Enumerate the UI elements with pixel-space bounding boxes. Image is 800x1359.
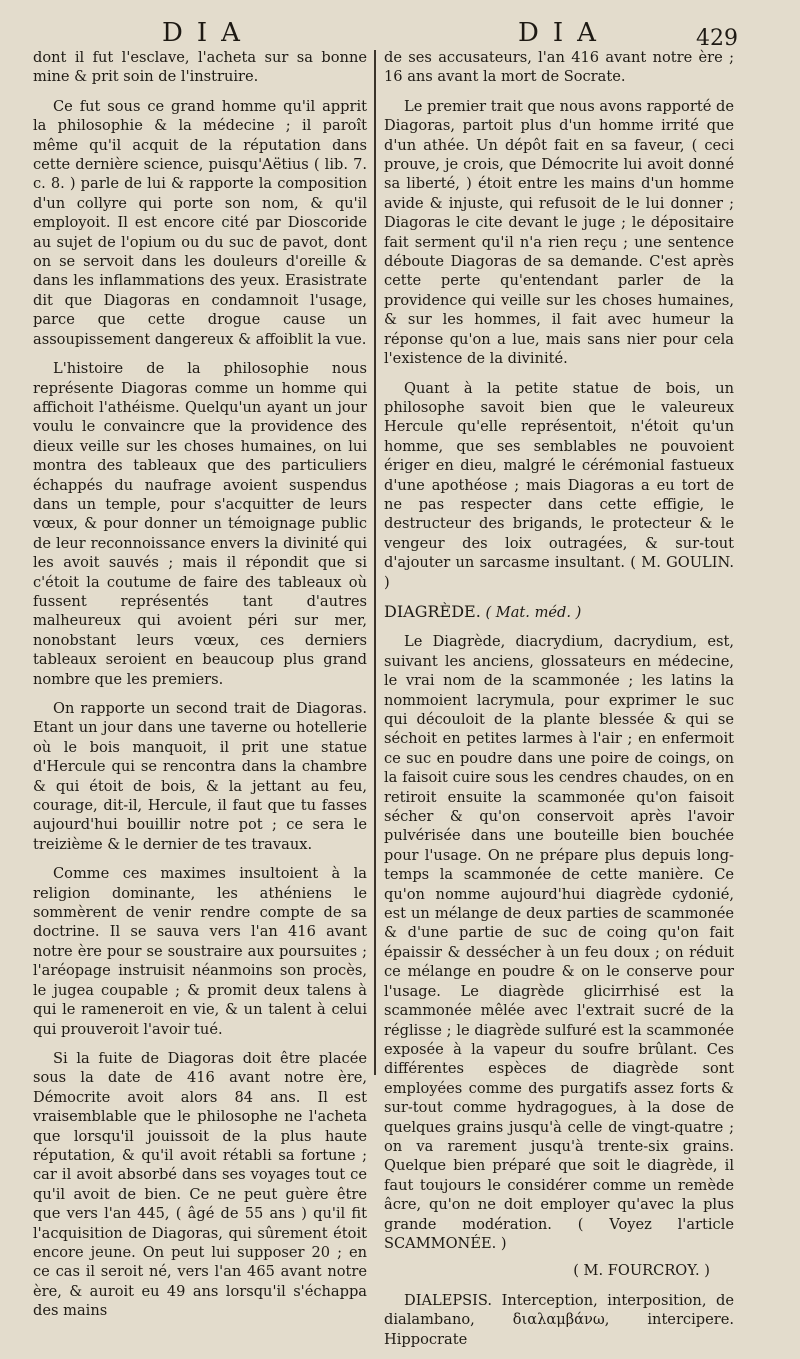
entry-body: DIALEPSIS. Interception, interposition, de dialambano, διαλαμβάνω, intercipere. Hippocrate: [384, 1291, 734, 1348]
entry-title: DIAGRÈDE.: [384, 601, 481, 621]
entry-domain: ( Mat. méd. ): [485, 603, 582, 621]
paragraph: de ses accusateurs, l'an 416 avant notre ère ; 16 ans avant la mort de Socrate.: [384, 49, 734, 86]
right-column: [384, 48, 734, 1359]
paragraph: Si la fuite de Diagoras doit être placée sous la date de 416 avant notre ère, Démocrite avoit alors 84 ans. Il est vraisemblable que le philosophe ne l'acheta que lorsqu'il jouissoit de la plus haute réputation, & qu'il avoit rétabli sa fortune ; car il avoit absorbé dans ses voyages tout ce qu'il avoit de bien. Ce ne peut guère être que vers l'an 445, ( âgé de 55 ans ) qu'il fit l'acquisition de Diagoras, qui sûrement étoit encore jeune. On peut lui supposer 20 ; en ce cas il seroit né, vers l'an 465 avant notre ère, & auroit eu 49 ans lorsqu'il s'échappa des mains: [33, 1049, 367, 1320]
entry-heading: [384, 602, 734, 622]
paragraph: Le premier trait que nous avons rapporté de Diagoras, partoit plus d'un homme irrité que d'un athée. Un dépôt fait en sa faveur, ( ceci prouve, je crois, que Démocrite lui avoit donné sa liberté, ) étoit entre les mains d'un homme avide & injuste, qui refusoit de le lui donner ; Diagoras le cite devant le juge ; le dépositaire fait serment qu'il n'a rien reçu ; une sentence déboute Diagoras de sa demande. C'est après cette perte qu'entendant parler de la providence qui veille sur les choses humaines, & sur les hommes, il fait avec humeur la réponse qu'on a lue, mais sans nier pour cela l'existence de la divinité.: [384, 97, 734, 368]
page-number: 429: [696, 26, 738, 51]
column-divider: [374, 50, 376, 1075]
paragraph: L'histoire de la philosophie nous représente Diagoras comme un homme qui affichoit l'athéisme. Quelqu'un ayant un jour voulu le convaincre que la providence des dieux veille sur les choses humaines, on lui montra des tableaux que des particuliers échappés du naufrage avoient suspendus dans un temple, pour s'acquitter de leurs vœux, & pour donner un témoignage public de leur reconnoissance envers la divinité qui les avoit sauvés ; mais il répondit que si c'étoit la coutume de faire des tableaux où fussent représentés tant d'autres malheureux qui avoient péri sur mer, nonobstant leurs vœux, ces derniers tableaux seroient en beaucoup plus grand nombre que les premiers.: [33, 360, 367, 688]
running-head-right: DIA: [518, 18, 610, 48]
left-column: [33, 48, 367, 1331]
paragraph: Quant à la petite statue de bois, un philosophe savoit bien que le valeureux Hercule qu'elle représentoit, n'étoit qu'un homme, que ses semblables ne pouvoient ériger en dieu, malgré le cérémonial fastueux d'une apothéose ; mais Diagoras a eu tort de ne pas respecter dans cette effigie, le destructeur des brigands, le protecteur & le vengeur des loix outragées, & sur-tout d'ajouter un sarcasme insultant. ( M. GOULIN. ): [384, 379, 734, 591]
paragraph: On rapporte un second trait de Diagoras. Etant un jour dans une taverne ou hotellerie où le bois manquoit, il prit une statue d'Hercule qui se rencontra dans la chambre & qui étoit de bois, & la jettant au feu, courage, dit-il, Hercule, il faut que tu fasses aujourd'hui bouillir notre pot ; ce sera le treizième & le dernier de tes travaux.: [33, 700, 367, 853]
paragraph: Comme ces maximes insultoient à la religion dominante, les athéniens le sommèrent de venir rendre compte de sa doctrine. Il se sauva vers l'an 416 avant notre ère pour se soustraire aux poursuites ; l'aréopage instruisit néanmoins son procès, le jugea coupable ; & promit deux talens à qui le rameneroit en vie, & un talent à celui qui prouveroit l'avoir tué.: [33, 865, 367, 1038]
running-head-left: DIA: [162, 18, 254, 48]
paragraph: dont il fut l'esclave, l'acheta sur sa bonne mine & prit soin de l'instruire.: [33, 49, 367, 86]
entry-signature: ( M. FOURCROY. ): [573, 1262, 710, 1280]
entry-body: Le Diagrède, diacrydium, dacrydium, est, suivant les anciens, glossateurs en médecine, le vrai nom de la scammonée ; les latins la nommoient lacrymula, pour exprimer le suc qui découloit de la plante blessée & qui se séchoit en petites larmes à l'air ; en enfermoit ce suc en poudre dans une poire de coings, on la faisoit cuire sous les cendres chaudes, on en retiroit ensuite la scammonée qu'on faisoit sécher & qu'on conservoit après l'avoir pulvérisée dans une bouteille bien bouchée pour l'usage. On ne prépare plus depuis long-temps la scammonée de cette manière. Ce qu'on nomme aujourd'hui diagrède cydonié, est un mélange de deux parties de scammonée & d'une partie de suc de coing qu'on fait épaissir & dessécher à un feu doux ; on réduit ce mélange en poudre & on le conserve pour l'usage. Le diagrède glicirrhisé est la scammonée mêlée avec l'extrait sucré de la réglisse ; le diagrède sulfuré est la scammonée exposée à la vapeur du soufre brûlant. Ces différentes espèces de diagrède sont employées comme des purgatifs assez forts & sur-tout comme hydragogues, à la dose de quelques grains jusqu'à celle de vingt-quatre ; on va rarement jusqu'à trente-six grains. Quelque bien préparé que soit le diagrède, il faut toujours le considérer comme un remède âcre, qu'on ne doit employer qu'avec la plus grande modération. ( Voyez l'article SCAMMONÉE. ): [384, 633, 734, 1252]
paragraph: Ce fut sous ce grand homme qu'il apprit la philosophie & la médecine ; il paroît même qu'il acquit de la réputation dans cette dernière science, puisqu'Aëtius ( lib. 7. c. 8. ) parle de lui & rapporte la composition d'un collyre qui porte son nom, & qu'il employoit. Il est encore cité par Dioscoride au sujet de l'opium ou du suc de pavot, dont on se servoit dans les douleurs d'oreille & dans les inflammations des yeux. Erasistrate dit que Diagoras en condamnoit l'usage, parce que cette drogue cause un assoupissement dangereux & affoiblit la vue.: [33, 97, 367, 348]
